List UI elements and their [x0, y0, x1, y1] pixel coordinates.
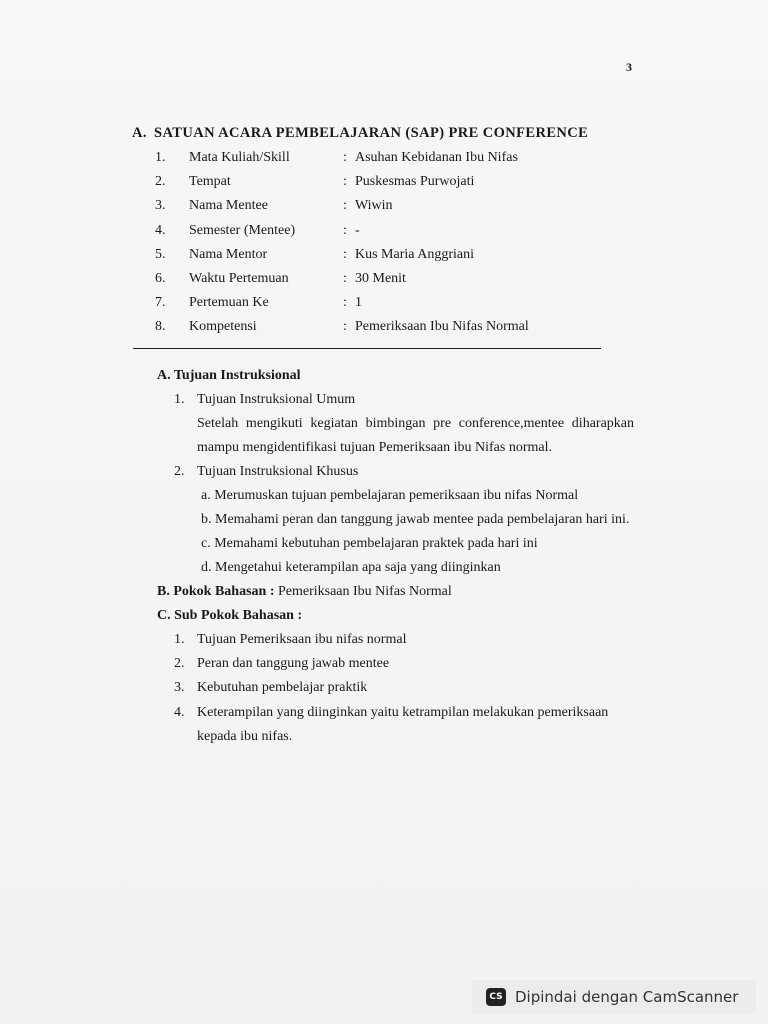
- pokok-bahasan-label: B. Pokok Bahasan :: [157, 584, 275, 599]
- info-row-number: 1.: [155, 150, 166, 165]
- info-row-colon: :: [343, 174, 347, 189]
- section-a-letter: A.: [132, 125, 147, 141]
- camscanner-logo-icon: CS: [486, 988, 506, 1006]
- tujuan-khusus-item: d. Mengetahui keterampilan apa saja yang diinginkan: [201, 560, 501, 575]
- page-number: 3: [626, 60, 632, 74]
- info-row-colon: :: [343, 198, 347, 213]
- tujuan-khusus-title: Tujuan Instruksional Khusus: [197, 464, 359, 479]
- info-row-colon: :: [343, 247, 347, 262]
- pokok-bahasan-value: Pemeriksaan Ibu Nifas Normal: [274, 584, 452, 599]
- section-a-heading: [132, 125, 588, 142]
- info-row-number: 8.: [155, 319, 166, 334]
- sub-pokok-number: 1.: [174, 632, 185, 647]
- tujuan-umum-text-line: mampu mengidentifikasi tujuan Pemeriksaan ibu Nifas normal.: [197, 440, 552, 455]
- info-row-label: Pertemuan Ke: [189, 295, 269, 310]
- info-row-number: 5.: [155, 247, 166, 262]
- sub-pokok-item: Kebutuhan pembelajar praktik: [197, 680, 368, 695]
- sub-pokok-number: 2.: [174, 656, 185, 671]
- info-row-value: Kus Maria Anggriani: [355, 247, 474, 262]
- tujuan-khusus-item: c. Memahami kebutuhan pembelajaran praktek pada hari ini: [201, 536, 538, 551]
- info-row-value: 1: [355, 295, 362, 310]
- sub-pokok-item: Tujuan Pemeriksaan ibu nifas normal: [197, 632, 407, 647]
- section-a-title: SATUAN ACARA PEMBELAJARAN (SAP) PRE CONFERENCE: [154, 125, 589, 141]
- tujuan-heading: A. Tujuan Instruksional: [157, 368, 301, 383]
- info-row-number: 4.: [155, 223, 166, 238]
- sub-pokok-item-continuation: kepada ibu nifas.: [197, 729, 293, 744]
- tujuan-umum-title: Tujuan Instruksional Umum: [197, 392, 356, 407]
- camscanner-label: Dipindai dengan CamScanner: [515, 988, 739, 1006]
- camscanner-watermark: [472, 980, 756, 1014]
- info-row-number: 7.: [155, 295, 166, 310]
- info-row-label: Nama Mentee: [189, 198, 268, 213]
- horizontal-divider: [133, 348, 601, 349]
- info-row-value: 30 Menit: [355, 271, 406, 286]
- sub-pokok-number: 3.: [174, 680, 185, 695]
- tujuan-khusus-item: b. Memahami peran dan tanggung jawab mentee pada pembelajaran hari ini.: [201, 512, 630, 527]
- info-row-value: Wiwin: [355, 198, 393, 213]
- info-row-colon: :: [343, 319, 347, 334]
- info-row-number: 6.: [155, 271, 166, 286]
- info-row-value: Puskesmas Purwojati: [355, 174, 475, 189]
- tujuan-umum-number: 1.: [174, 392, 185, 407]
- info-row-colon: :: [343, 271, 347, 286]
- tujuan-khusus-item: a. Merumuskan tujuan pembelajaran pemeriksaan ibu nifas Normal: [201, 488, 579, 503]
- sub-pokok-item: Keterampilan yang diinginkan yaitu ketrampilan melakukan pemeriksaan: [197, 705, 609, 720]
- sub-pokok-item: Peran dan tanggung jawab mentee: [197, 656, 390, 671]
- info-row-number: 3.: [155, 198, 166, 213]
- pokok-bahasan: [157, 584, 452, 600]
- info-row-value: Pemeriksaan Ibu Nifas Normal: [355, 319, 529, 334]
- info-row-colon: :: [343, 150, 347, 165]
- info-row-colon: :: [343, 295, 347, 310]
- info-row-colon: :: [343, 223, 347, 238]
- info-row-value: Asuhan Kebidanan Ibu Nifas: [355, 150, 518, 165]
- info-row-label: Nama Mentor: [189, 247, 268, 262]
- info-row-number: 2.: [155, 174, 166, 189]
- sub-pokok-heading: C. Sub Pokok Bahasan :: [157, 608, 303, 623]
- sub-pokok-number: 4.: [174, 705, 185, 720]
- tujuan-khusus-number: 2.: [174, 464, 185, 479]
- tujuan-umum-text-line: Setelah mengikuti kegiatan bimbingan pre conference,mentee diharapkan: [197, 416, 634, 431]
- info-row-label: Tempat: [189, 174, 231, 189]
- info-row-label: Mata Kuliah/Skill: [189, 150, 290, 165]
- info-row-label: Waktu Pertemuan: [189, 271, 289, 286]
- info-row-label: Semester (Mentee): [189, 223, 296, 238]
- info-row-label: Kompetensi: [189, 319, 257, 334]
- info-row-value: -: [355, 223, 360, 238]
